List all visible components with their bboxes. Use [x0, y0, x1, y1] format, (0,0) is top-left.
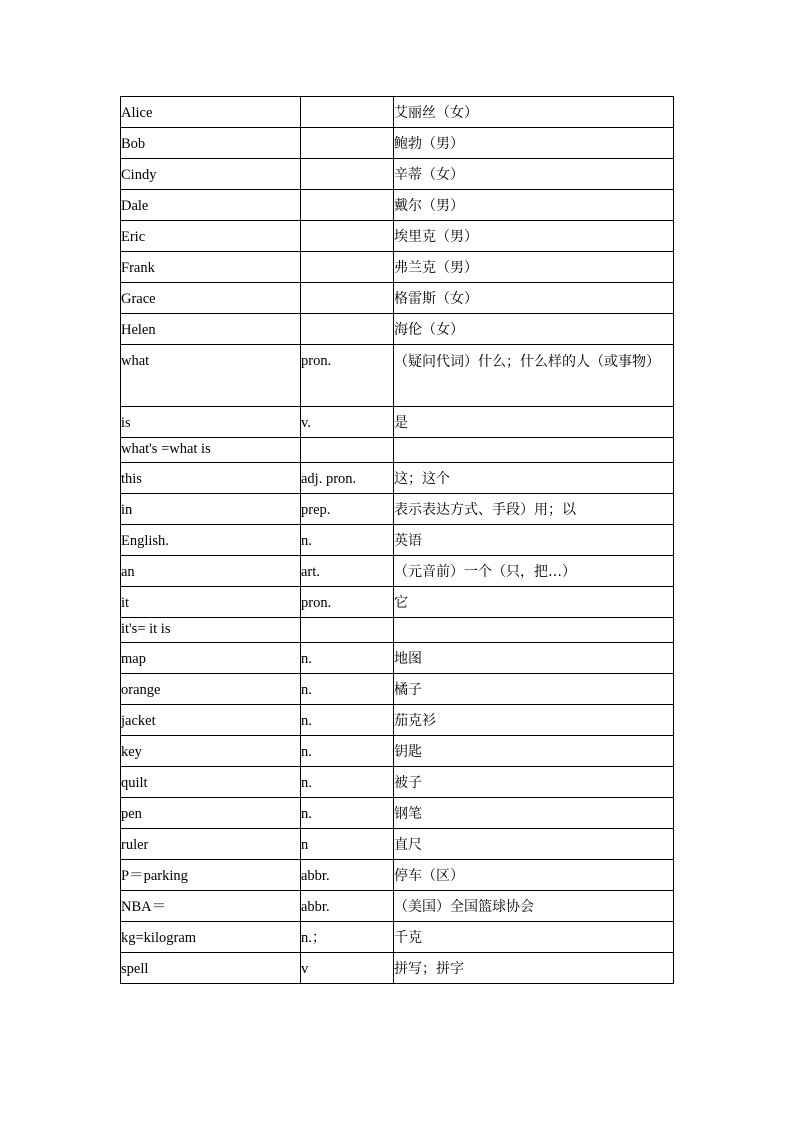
- word-cell: it's= it is: [121, 618, 301, 643]
- part-of-speech-cell: [301, 159, 394, 190]
- part-of-speech-cell: [301, 128, 394, 159]
- table-row: [121, 556, 674, 587]
- table-row: [121, 618, 674, 643]
- table-row: [121, 891, 674, 922]
- word-cell: orange: [121, 674, 301, 705]
- part-of-speech-cell: [301, 438, 394, 463]
- meaning-cell: 弗兰克（男）: [394, 252, 674, 283]
- part-of-speech-cell: art.: [301, 556, 394, 587]
- meaning-cell: 橘子: [394, 674, 674, 705]
- part-of-speech-cell: [301, 314, 394, 345]
- part-of-speech-cell: [301, 618, 394, 643]
- table-row: [121, 190, 674, 221]
- part-of-speech-cell: prep.: [301, 494, 394, 525]
- word-cell: kg=kilogram: [121, 922, 301, 953]
- word-cell: jacket: [121, 705, 301, 736]
- table-row: [121, 252, 674, 283]
- meaning-cell: 钥匙: [394, 736, 674, 767]
- meaning-cell: [394, 438, 674, 463]
- word-cell: English.: [121, 525, 301, 556]
- part-of-speech-cell: n.；: [301, 922, 394, 953]
- word-cell: quilt: [121, 767, 301, 798]
- table-row: [121, 587, 674, 618]
- table-row: [121, 494, 674, 525]
- word-cell: is: [121, 407, 301, 438]
- word-cell: spell: [121, 953, 301, 984]
- part-of-speech-cell: [301, 190, 394, 221]
- vocabulary-table: [120, 96, 674, 984]
- part-of-speech-cell: pron.: [301, 345, 394, 407]
- part-of-speech-cell: n.: [301, 705, 394, 736]
- vocabulary-table-body: [121, 97, 674, 984]
- word-cell: map: [121, 643, 301, 674]
- table-row: [121, 674, 674, 705]
- word-cell: Cindy: [121, 159, 301, 190]
- meaning-cell: 直尺: [394, 829, 674, 860]
- word-cell: key: [121, 736, 301, 767]
- word-cell: NBA＝: [121, 891, 301, 922]
- part-of-speech-cell: [301, 97, 394, 128]
- word-cell: Eric: [121, 221, 301, 252]
- word-cell: this: [121, 463, 301, 494]
- meaning-cell: 是: [394, 407, 674, 438]
- word-cell: in: [121, 494, 301, 525]
- part-of-speech-cell: n.: [301, 643, 394, 674]
- meaning-cell: 茄克衫: [394, 705, 674, 736]
- word-cell: Dale: [121, 190, 301, 221]
- part-of-speech-cell: n.: [301, 674, 394, 705]
- word-cell: Grace: [121, 283, 301, 314]
- table-row: [121, 767, 674, 798]
- part-of-speech-cell: [301, 221, 394, 252]
- meaning-cell: 辛蒂（女）: [394, 159, 674, 190]
- meaning-cell: 戴尔（男）: [394, 190, 674, 221]
- table-row: [121, 283, 674, 314]
- meaning-cell: 停车（区）: [394, 860, 674, 891]
- table-row: [121, 525, 674, 556]
- meaning-cell: 它: [394, 587, 674, 618]
- table-row: [121, 159, 674, 190]
- part-of-speech-cell: n.: [301, 525, 394, 556]
- part-of-speech-cell: n.: [301, 736, 394, 767]
- table-row: [121, 736, 674, 767]
- table-row: [121, 829, 674, 860]
- table-row: [121, 953, 674, 984]
- word-cell: pen: [121, 798, 301, 829]
- meaning-cell: （疑问代词）什么；什么样的人（或事物）: [394, 345, 674, 407]
- part-of-speech-cell: abbr.: [301, 860, 394, 891]
- meaning-cell: 表示表达方式、手段）用；以: [394, 494, 674, 525]
- meaning-cell: 鲍勃（男）: [394, 128, 674, 159]
- table-row: [121, 922, 674, 953]
- table-row: [121, 314, 674, 345]
- meaning-cell: 钢笔: [394, 798, 674, 829]
- meaning-cell: 地图: [394, 643, 674, 674]
- part-of-speech-cell: abbr.: [301, 891, 394, 922]
- table-row: [121, 221, 674, 252]
- meaning-cell: （美国）全国篮球协会: [394, 891, 674, 922]
- word-cell: what's =what is: [121, 438, 301, 463]
- meaning-cell: 被子: [394, 767, 674, 798]
- meaning-cell: （元音前）一个（只，把…）: [394, 556, 674, 587]
- word-cell: Helen: [121, 314, 301, 345]
- table-row: [121, 463, 674, 494]
- word-cell: ruler: [121, 829, 301, 860]
- meaning-cell: 英语: [394, 525, 674, 556]
- meaning-cell: 格雷斯（女）: [394, 283, 674, 314]
- part-of-speech-cell: pron.: [301, 587, 394, 618]
- meaning-cell: [394, 618, 674, 643]
- meaning-cell: 千克: [394, 922, 674, 953]
- table-row: [121, 128, 674, 159]
- part-of-speech-cell: adj. pron.: [301, 463, 394, 494]
- table-row: [121, 705, 674, 736]
- table-row: [121, 438, 674, 463]
- meaning-cell: 艾丽丝（女）: [394, 97, 674, 128]
- word-cell: P＝parking: [121, 860, 301, 891]
- word-cell: it: [121, 587, 301, 618]
- meaning-cell: 这；这个: [394, 463, 674, 494]
- part-of-speech-cell: [301, 283, 394, 314]
- part-of-speech-cell: v: [301, 953, 394, 984]
- part-of-speech-cell: n: [301, 829, 394, 860]
- word-cell: what: [121, 345, 301, 407]
- part-of-speech-cell: [301, 252, 394, 283]
- word-cell: an: [121, 556, 301, 587]
- word-cell: Alice: [121, 97, 301, 128]
- part-of-speech-cell: n.: [301, 767, 394, 798]
- meaning-cell: 埃里克（男）: [394, 221, 674, 252]
- table-row: [121, 407, 674, 438]
- table-row: [121, 798, 674, 829]
- table-row: [121, 643, 674, 674]
- word-cell: Bob: [121, 128, 301, 159]
- meaning-cell: 海伦（女）: [394, 314, 674, 345]
- meaning-cell: 拼写；拼字: [394, 953, 674, 984]
- table-row: [121, 860, 674, 891]
- part-of-speech-cell: n.: [301, 798, 394, 829]
- part-of-speech-cell: v.: [301, 407, 394, 438]
- word-cell: Frank: [121, 252, 301, 283]
- table-row: [121, 345, 674, 407]
- table-row: [121, 97, 674, 128]
